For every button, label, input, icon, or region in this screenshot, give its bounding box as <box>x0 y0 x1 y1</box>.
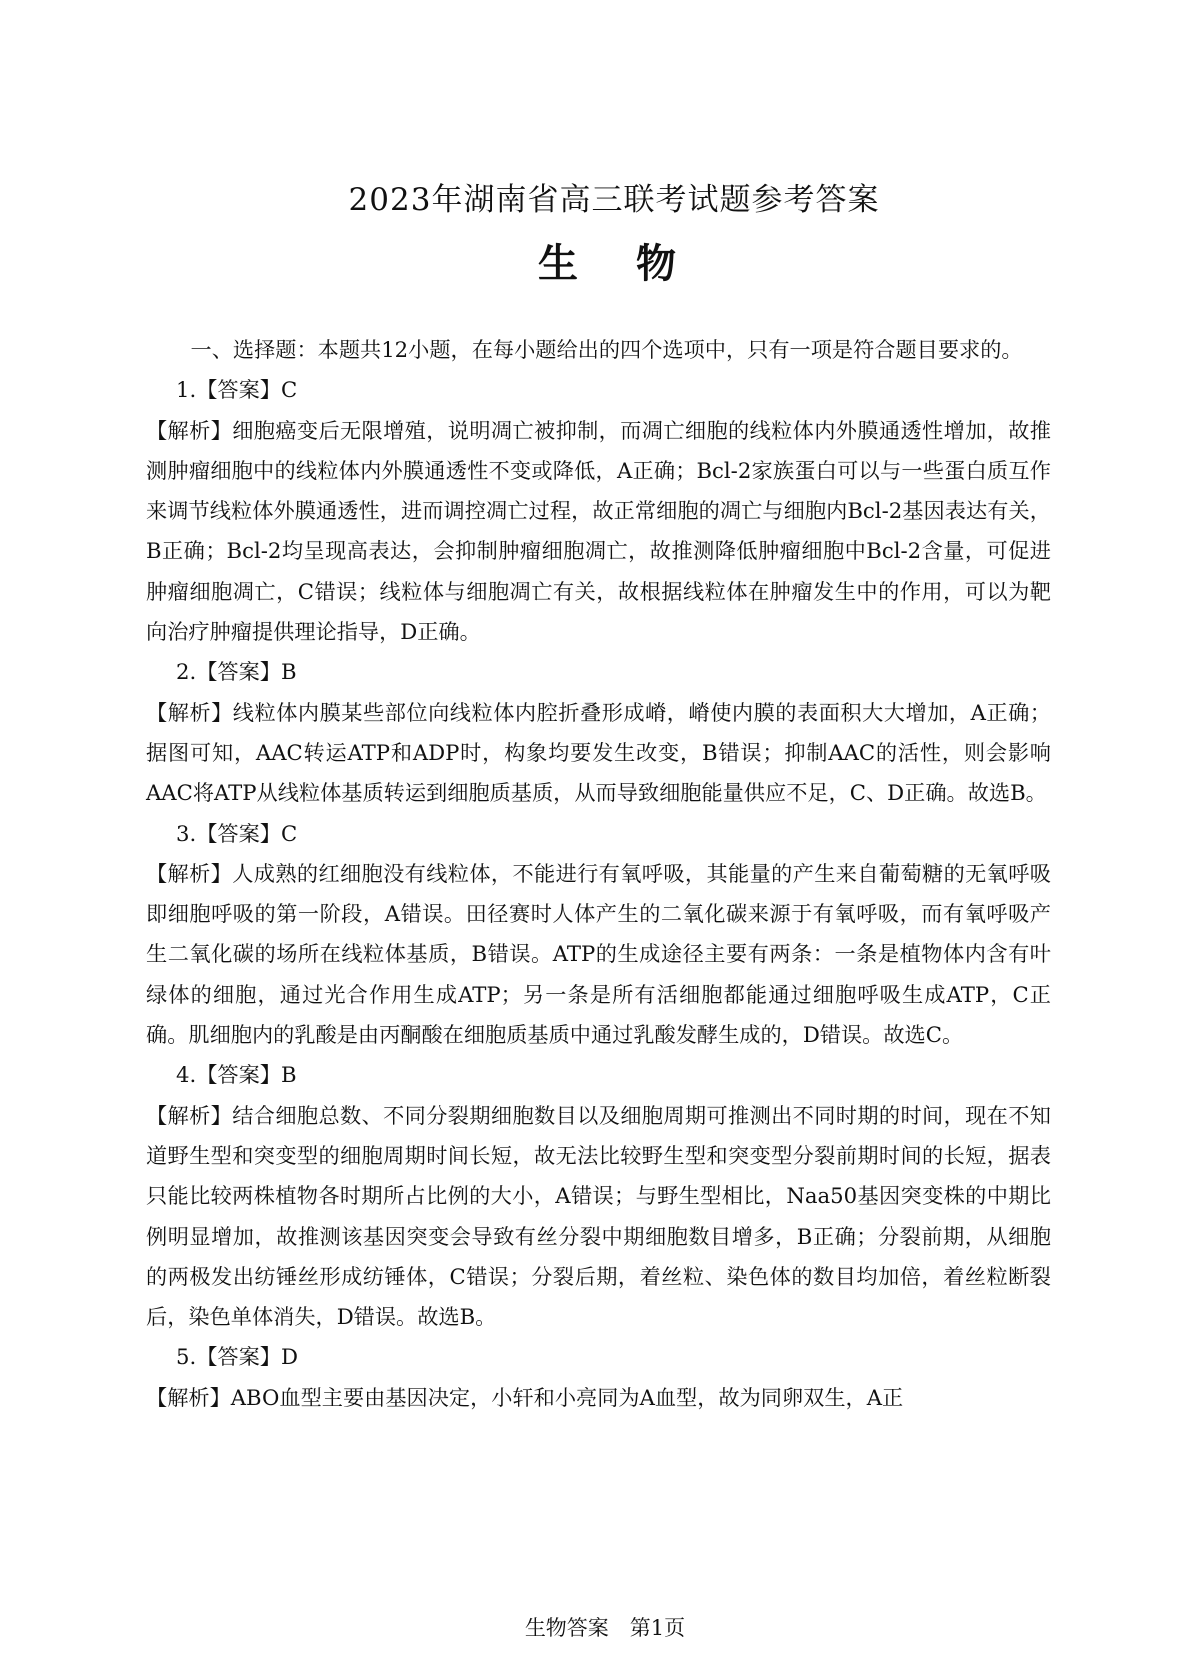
analysis-paragraph: 【解析】细胞癌变后无限增殖，说明凋亡被抑制，而凋亡细胞的线粒体内外膜通透性增加，故推测肿瘤细胞中的线粒体内外膜通透性不变或降低，A正确；Bcl-2家族蛋白可以与一些蛋白质互作来调节线粒体外膜通透性，进而调控凋亡过程，故正常细胞的凋亡与细胞内Bcl-2基因表达有关，B正确；Bcl-2均呈现高表达，会抑制肿瘤细胞凋亡，故推测降低肿瘤细胞中Bcl-2含量，可促进肿瘤细胞凋亡，C错误；线粒体与细胞凋亡有关，故根据线粒体在肿瘤发生中的作用，可以为靶向治疗肿瘤提供理论指导，D正确。 <box>146 417 1051 645</box>
analysis-paragraph: 【解析】结合细胞总数、不同分裂期细胞数目以及细胞周期可推测出不同时期的时间，现在不知道野生型和突变型的细胞周期时间长短，故无法比较野生型和突变型分裂前期时间的长短，据表只能比较两株植物各时期所占比例的大小，A错误；与野生型相比，Naa50基因突变株的中期比例明显增加，故推测该基因突变会导致有丝分裂中期细胞数目增多，B正确；分裂前期，从细胞的两极发出纺锤丝形成纺锤体，C错误；分裂后期，着丝粒、染色体的数目均加倍，着丝粒断裂后，染色单体消失，D错误。故选B。 <box>146 1102 1051 1330</box>
answer-line: 2.【答案】B <box>176 659 297 685</box>
answer-line: 4.【答案】B <box>176 1062 297 1088</box>
answer-line: 1.【答案】C <box>176 377 298 403</box>
document-body <box>146 330 1051 1418</box>
answer-line: 5.【答案】D <box>176 1344 298 1370</box>
analysis-paragraph: 【解析】线粒体内膜某些部位向线粒体内腔折叠形成嵴，嵴使内膜的表面积大大增加，A正确；据图可知，AAC转运ATP和ADP时，构象均要发生改变，B错误；抑制AAC的活性，则会影响AAC将ATP从线粒体基质转运到细胞质基质，从而导致细胞能量供应不足，C、D正确。故选B。 <box>146 699 1051 806</box>
answer-line: 3.【答案】C <box>176 820 298 846</box>
analysis-paragraph: 【解析】ABO血型主要由基因决定，小轩和小亮同为A血型，故为同卵双生，A正 <box>146 1384 904 1410</box>
section-heading: 一、选择题：本题共12小题，在每小题给出的四个选项中，只有一项是符合题目要求的。 <box>190 337 1023 362</box>
page-footer: 生物答案 第1页 <box>524 1616 686 1640</box>
document-title: 2023年湖南省高三联考试题参考答案 <box>348 182 880 218</box>
analysis-paragraph: 【解析】人成熟的红细胞没有线粒体，不能进行有氧呼吸，其能量的产生来自葡萄糖的无氧呼吸即细胞呼吸的第一阶段，A错误。田径赛时人体产生的二氧化碳来源于有氧呼吸，而有氧呼吸产生二氧化碳的场所在线粒体基质，B错误。ATP的生成途径主要有两条：一条是植物体内含有叶绿体的细胞，通过光合作用生成ATP；另一条是所有活细胞都能通过细胞呼吸生成ATP，C正确。肌细胞内的乳酸是由丙酮酸在细胞质基质中通过乳酸发酵生成的，D错误。故选C。 <box>146 860 1051 1048</box>
subject-heading: 生物 <box>538 241 734 287</box>
